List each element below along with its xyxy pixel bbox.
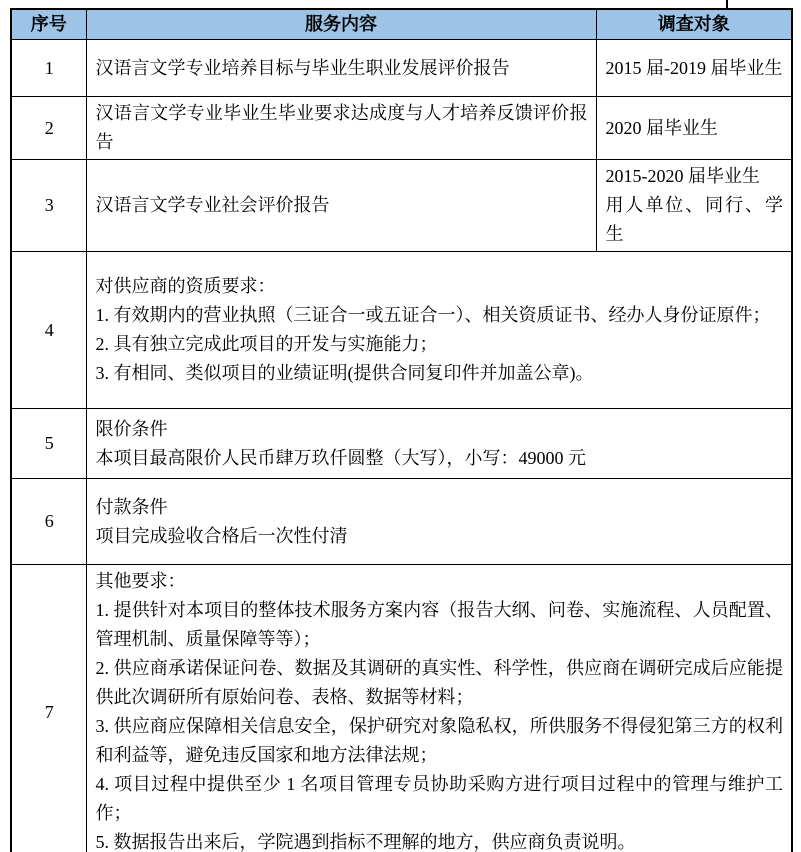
paragraph: 汉语言文学专业社会评价报告 <box>95 195 330 215</box>
row-number-cell: 1 <box>11 40 86 97</box>
target-cell <box>596 40 792 97</box>
paragraph: 用人单位、同行、学生 <box>605 195 783 244</box>
paragraph: 2015 届-2019 届毕业生 <box>605 57 783 78</box>
row-number-cell: 2 <box>11 97 86 160</box>
table-row <box>11 160 792 252</box>
paragraph: 限价条件 <box>95 418 168 439</box>
paragraph: 项目完成验收合格后一次性付清 <box>95 525 348 546</box>
merged-content-cell <box>86 565 792 852</box>
paragraph: 1. 有效期内的营业执照（三证合一或五证合一）、相关资质证书、经办人身份证原件； <box>95 305 771 325</box>
service-requirements-table <box>10 8 793 852</box>
table-row <box>11 40 792 97</box>
table-row <box>11 97 792 160</box>
row-number-cell: 4 <box>11 252 86 409</box>
table-row <box>11 565 792 852</box>
row-number-cell: 3 <box>11 160 86 252</box>
service-content-cell <box>86 40 596 97</box>
paragraph: 付款条件 <box>95 496 168 517</box>
table-row <box>11 479 792 565</box>
merged-content-cell <box>86 252 792 409</box>
paragraph: 本项目最高限价人民币肆万玖仟圆整（大写），小写：49000 元 <box>95 447 586 468</box>
paragraph: 3. 供应商应保障相关信息安全，保护研究对象隐私权，所供服务不得侵犯第三方的权利和利益等，避免违反国家和地方法律法规； <box>95 716 783 765</box>
target-cell <box>596 97 792 160</box>
table-row <box>11 409 792 479</box>
paragraph: 其他要求： <box>95 571 186 591</box>
row-number-cell: 7 <box>11 565 86 852</box>
col-header-service: 服务内容 <box>86 9 596 40</box>
paragraph: 2. 供应商承诺保证问卷、数据及其调研的真实性、科学性，供应商在调研完成后应能提供此次调研所有原始问卷、表格、数据等材料； <box>95 658 783 707</box>
paragraph: 4. 项目过程中提供至少 1 名项目管理专员协助采购方进行项目过程中的管理与维护工作； <box>95 774 783 823</box>
merged-content-cell <box>86 479 792 565</box>
table-cursor-mark <box>726 0 728 8</box>
col-header-target: 调查对象 <box>596 9 792 40</box>
paragraph: 2020 届毕业生 <box>605 117 718 138</box>
paragraph: 汉语言文学专业毕业生毕业要求达成度与人才培养反馈评价报告 <box>95 103 588 152</box>
paragraph: 2. 具有独立完成此项目的开发与实施能力； <box>95 334 438 354</box>
paragraph: 3. 有相同、类似项目的业绩证明(提供合同复印件并加盖公章)。 <box>95 363 594 383</box>
row-number-cell: 6 <box>11 479 86 565</box>
col-header-no: 序号 <box>11 9 86 40</box>
merged-content-cell <box>86 409 792 479</box>
target-cell <box>596 160 792 252</box>
header-row <box>11 9 792 40</box>
row-number-cell: 5 <box>11 409 86 479</box>
paragraph: 5. 数据报告出来后，学院遇到指标不理解的地方，供应商负责说明。 <box>95 832 636 852</box>
paragraph: 对供应商的资质要求： <box>95 276 276 296</box>
service-content-cell <box>86 97 596 160</box>
paragraph: 1. 提供针对本项目的整体技术服务方案内容（报告大纲、问卷、实施流程、人员配置、管理机制、质量保障等等）； <box>95 600 783 649</box>
paragraph: 2015-2020 届毕业生 <box>605 166 760 186</box>
service-content-cell <box>86 160 596 252</box>
table-row <box>11 252 792 409</box>
paragraph: 汉语言文学专业培养目标与毕业生职业发展评价报告 <box>95 57 510 78</box>
